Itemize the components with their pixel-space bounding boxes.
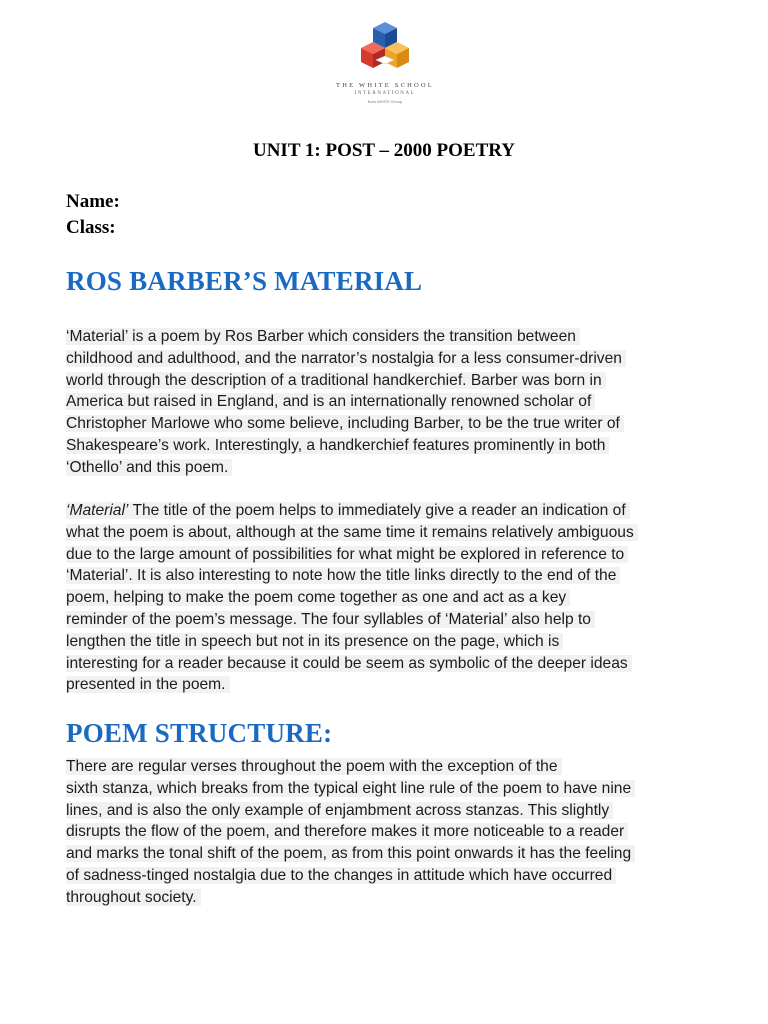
text-line: Christopher Marlowe who some believe, including Barber, to be the true writer of: [66, 415, 624, 432]
text-line: ‘Material’ is a poem by Ros Barber which considers the transition between: [66, 328, 580, 345]
text-line: lines, and is also the only example of enjambment across stanzas. This slightly: [66, 802, 613, 819]
text-line: The title of the poem helps to immediately give a reader an indication of: [128, 502, 626, 519]
structure-paragraph: [66, 756, 706, 909]
school-logo: [320, 20, 450, 104]
text-line: sixth stanza, which breaks from the typical eight line rule of the poem to have nine: [66, 780, 635, 797]
text-line: presented in the poem.: [66, 676, 230, 693]
logo-cubes-icon: [354, 20, 416, 80]
logo-tagline: from WHITE Group: [367, 99, 403, 104]
text-line: America but raised in England, and is an internationally renowned scholar of: [66, 393, 595, 410]
logo-subtitle: INTERNATIONAL: [354, 91, 416, 96]
title-analysis-paragraph: [66, 500, 706, 696]
text-line: childhood and adulthood, and the narrator’s nostalgia for a less consumer-driven: [66, 350, 626, 367]
text-line: ‘Othello’ and this poem.: [66, 459, 232, 476]
logo-name: THE WHITE SCHOOL: [336, 82, 434, 89]
text-line: world through the description of a traditional handkerchief. Barber was born in: [66, 372, 606, 389]
name-label: Name:: [66, 191, 120, 212]
class-label: Class:: [66, 217, 116, 238]
text-line: lengthen the title in speech but not in its presence on the page, which is: [66, 633, 563, 650]
text-line: reminder of the poem’s message. The four syllables of ‘Material’ also help to: [66, 611, 595, 628]
section-heading-material: ROS BARBER’S MATERIAL: [66, 266, 423, 296]
section-heading-structure: POEM STRUCTURE:: [66, 718, 333, 748]
text-line: disrupts the flow of the poem, and therefore makes it more noticeable to a reader: [66, 823, 628, 840]
text-line: There are regular verses throughout the poem with the exception of the: [66, 758, 562, 775]
text-line: Shakespeare’s work. Interestingly, a handkerchief features prominently in both: [66, 437, 609, 454]
text-line: of sadness-tinged nostalgia due to the changes in attitude which have occurred: [66, 867, 616, 884]
text-line: and marks the tonal shift of the poem, as from this point onwards it has the feeling: [66, 845, 635, 862]
text-line: what the poem is about, although at the same time it remains relatively ambiguous: [66, 524, 638, 541]
text-line: due to the large amount of possibilities for what might be explored in reference to: [66, 546, 628, 563]
italic-title: ‘Material’: [66, 502, 129, 519]
intro-paragraph: [66, 326, 706, 479]
unit-title: UNIT 1: POST – 2000 POETRY: [252, 140, 516, 161]
text-line: ‘Material’. It is also interesting to note how the title links directly to the end of the: [66, 567, 620, 584]
text-line: poem, helping to make the poem come together as one and act as a key: [66, 589, 570, 606]
text-line: interesting for a reader because it could be seem as symbolic of the deeper ideas: [66, 655, 632, 672]
text-line: throughout society.: [66, 889, 201, 906]
